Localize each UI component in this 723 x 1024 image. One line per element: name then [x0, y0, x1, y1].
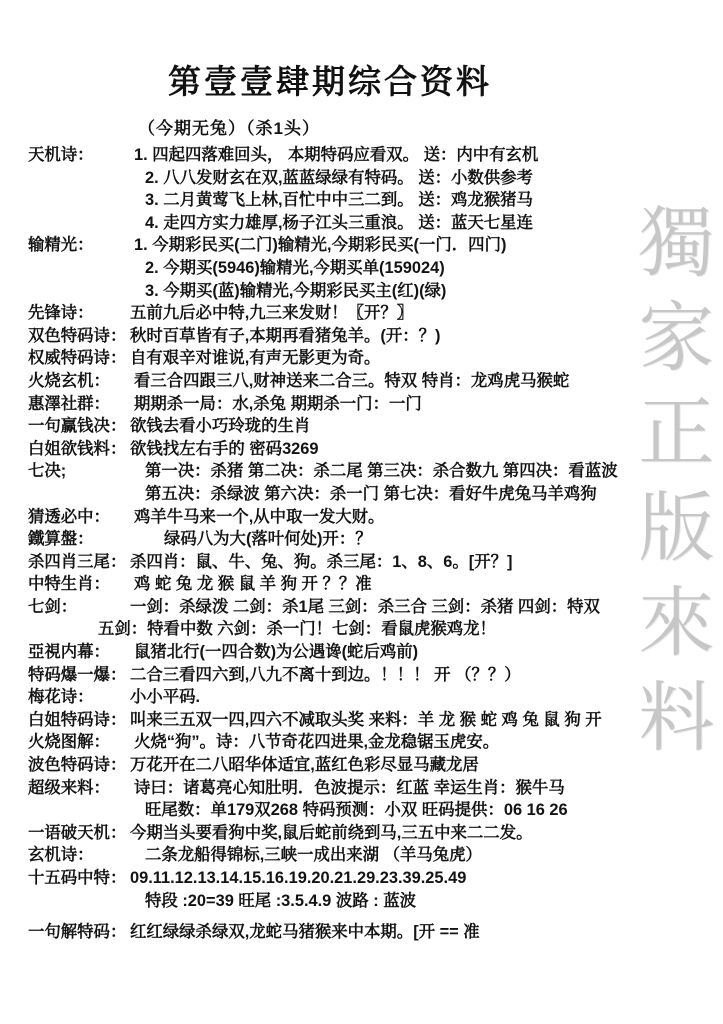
row-label: 波色特码诗： — [28, 756, 127, 775]
row-label: 先锋诗： — [28, 304, 94, 323]
row-line: 3. 今期买(蓝)输精光,今期彩民买主(红)(绿) — [145, 281, 447, 300]
row-content — [130, 921, 717, 944]
page-title: 第壹壹肆期综合资料 — [168, 63, 492, 100]
row-label: 一语破天机： — [28, 823, 127, 842]
row-content — [130, 844, 717, 867]
row-label: 亞視内幕： — [28, 643, 110, 662]
row-content — [130, 664, 717, 687]
sheet-row — [28, 325, 717, 348]
row-label: 中特生肖： — [28, 575, 110, 594]
subtitle-note: （今期无兔）（杀1头） — [138, 119, 320, 138]
row-label: 输精光： — [28, 236, 94, 255]
row-line: 09.11.12.13.14.15.16.19.20.21.29.23.39.25.49 — [130, 869, 467, 887]
sheet-row — [28, 528, 717, 551]
row-content — [130, 347, 717, 370]
row-content — [130, 754, 717, 777]
row-line: 秋时百草皆有子,本期再看猪兔羊。(开：？) — [130, 326, 441, 345]
row-line: 第一决：杀猪 第二决：杀二尾 第三决：杀合数九 第四决：看蓝波 — [145, 462, 618, 481]
row-line: 红红绿绿杀绿双,龙蛇马猪猴来中本期。[开 == 准 — [130, 923, 480, 942]
sheet-row — [28, 573, 717, 596]
row-line: 一剑：杀绿泼 二剑：杀1尾 三剑：杀三合 三剑：杀猪 四剑：特双 — [130, 597, 600, 616]
sheet-row — [28, 438, 717, 461]
sheet-row — [28, 641, 717, 664]
row-content — [130, 551, 717, 574]
row-content — [130, 370, 717, 393]
row-label: 七剑： — [28, 597, 78, 616]
sheet-row — [28, 347, 717, 370]
row-label: 杀四肖三尾： — [28, 552, 127, 571]
row-content — [130, 709, 717, 732]
sheet-row — [28, 664, 717, 687]
row-content — [130, 415, 717, 438]
row-line: 绿码八为大(落叶何处)开：？ — [164, 530, 372, 549]
row-line: 期期杀一局：水,杀兔 期期杀一门：一门 — [134, 394, 422, 413]
row-label: 超级来料： — [28, 778, 110, 797]
row-line: 小小平码. — [130, 688, 201, 707]
watermark-text: 獨家正版來料 — [627, 202, 711, 772]
row-line: 二条龙船得锦标,三峡一成出来湖 （羊马兔虎） — [145, 846, 482, 865]
row-label: 火烧玄机： — [28, 371, 110, 390]
sheet-row — [28, 393, 717, 416]
row-label: 权威特码诗： — [28, 349, 127, 368]
row-line: 欲钱找左右手的 密码3269 — [130, 439, 319, 458]
sheet-row — [28, 596, 717, 641]
row-line: 2. 八八发财玄在双,蓝蓝绿绿有特码。 送：小数供参考 — [145, 168, 533, 187]
row-content — [130, 641, 717, 664]
row-line: 叫来三五双一四,四六不减取头奖 来料：羊 龙 猴 蛇 鸡 兔 鼠 狗 开 — [130, 710, 602, 729]
row-label: 鐵算盤： — [28, 530, 94, 549]
sheet-row — [28, 754, 717, 777]
row-content — [130, 393, 717, 416]
row-content — [130, 867, 717, 912]
row-label: 双色特码诗： — [28, 326, 127, 345]
row-label: 七决; — [28, 462, 67, 481]
row-line: 二合三看四六到,八九不离十到边。！！！ 开 （？？） — [130, 665, 521, 684]
row-line: 3. 二月黄莺飞上林,百忙中中三二到。 送：鸡龙猴猪马 — [145, 191, 533, 210]
row-content — [130, 460, 717, 505]
sheet-row — [28, 867, 717, 912]
row-label: 特码爆一爆： — [28, 665, 127, 684]
sheet-row — [28, 709, 717, 732]
row-line: 1. 四起四落难回头， 本期特码应看双。 送：内中有玄机 — [134, 146, 539, 164]
row-content — [130, 144, 717, 234]
row-line: 鸡 蛇 兔 龙 猴 鼠 羊 狗 开 ？？准 — [134, 575, 372, 594]
row-content — [98, 596, 717, 641]
row-line: 杀四肖：鼠、牛、兔、狗。杀三尾：1、8、6。[开？] — [130, 552, 513, 571]
content-rows — [0, 144, 723, 944]
sheet-row — [28, 302, 717, 325]
row-line: 万花开在二八昭华体适宜,蓝红色彩尽显马藏龙居 — [130, 756, 479, 775]
row-label: 玄机诗： — [28, 846, 94, 865]
row-label: 火烧图解： — [28, 733, 110, 752]
row-line: 第五决：杀绿波 第六决：杀一门 第七决：看好牛虎兔马羊鸡狗 — [145, 484, 597, 503]
sheet-row — [28, 921, 717, 944]
sheet-row — [28, 551, 717, 574]
sheet-row — [28, 731, 717, 754]
row-content — [130, 234, 717, 302]
row-content — [130, 777, 717, 822]
sheet-row — [28, 506, 717, 529]
row-line: 欲钱去看小巧玲珑的生肖 — [130, 417, 311, 436]
row-line: 诗曰：诸葛亮心知肚明．色波提示：红蓝 幸运生肖：猴牛马 — [134, 778, 565, 797]
row-line: 2. 今期买(5946)输精光,今期买单(159024) — [145, 258, 445, 277]
row-label: 白姐特码诗： — [28, 710, 127, 729]
row-content — [130, 302, 717, 325]
sheet-row — [28, 370, 717, 393]
row-line: 自有艰辛对谁说,有声无影更为奇。 — [130, 349, 381, 368]
row-content — [130, 325, 717, 348]
sheet-row — [28, 234, 717, 302]
row-line: 五剑：特看中数 六剑：杀一门！七剑：看鼠虎猴鸡龙！ — [98, 620, 496, 639]
row-label: 梅花诗： — [28, 688, 94, 707]
row-line: 4. 走四方实力雄厚,杨子江头三重浪。 送：蓝天七星连 — [145, 213, 533, 232]
row-content — [130, 438, 717, 461]
sheet-row — [28, 686, 717, 709]
row-line: 鼠猪北行(一四合数)为公遇谗(蛇后鸡前) — [134, 643, 419, 662]
row-label: 白姐欲钱料： — [28, 439, 127, 458]
sheet-row — [28, 777, 717, 822]
sheet-row — [28, 415, 717, 438]
row-label: 惠澤社群： — [28, 394, 110, 413]
row-label: 十五码中特： — [28, 869, 127, 887]
sheet-row — [28, 144, 717, 234]
sheet-row — [28, 460, 717, 505]
row-content — [130, 573, 717, 596]
row-line: 五前九后必中特,九三来发财！〖开？〗 — [130, 304, 414, 323]
row-line: 今期当头要看狗中奖,鼠后蛇前绕到马,三五中来二二发。 — [130, 823, 533, 842]
row-line: 特段 :20=39 旺尾 :3.5.4.9 波路 : 蓝波 — [145, 891, 416, 910]
row-label: 一句赢钱决： — [28, 417, 127, 436]
row-content — [130, 506, 717, 529]
row-line: 鸡羊牛马来一个,从中取一发大财。 — [134, 507, 385, 526]
row-line: 旺尾数：单179双268 特码预测：小双 旺码提供：06 16 26 — [145, 801, 568, 820]
sheet-row — [28, 844, 717, 867]
row-label: 天机诗： — [28, 146, 94, 164]
row-content — [130, 731, 717, 754]
sheet-row — [28, 822, 717, 845]
row-line: 看三合四跟三八,财神送来二合三。特双 特肖：龙鸡虎马猴蛇 — [134, 371, 570, 390]
row-label: 猜透必中： — [28, 507, 110, 526]
row-content — [130, 822, 717, 845]
row-label: 一句解特码： — [28, 923, 127, 942]
row-line: 火烧“狗”。诗：八节奇花四进果,金龙稳锯玉虎安。 — [134, 733, 500, 752]
row-content — [130, 528, 717, 551]
row-content — [130, 686, 717, 709]
row-line: 1. 今期彩民买(二门)输精光,今期彩民买(一门．四门) — [134, 236, 507, 255]
